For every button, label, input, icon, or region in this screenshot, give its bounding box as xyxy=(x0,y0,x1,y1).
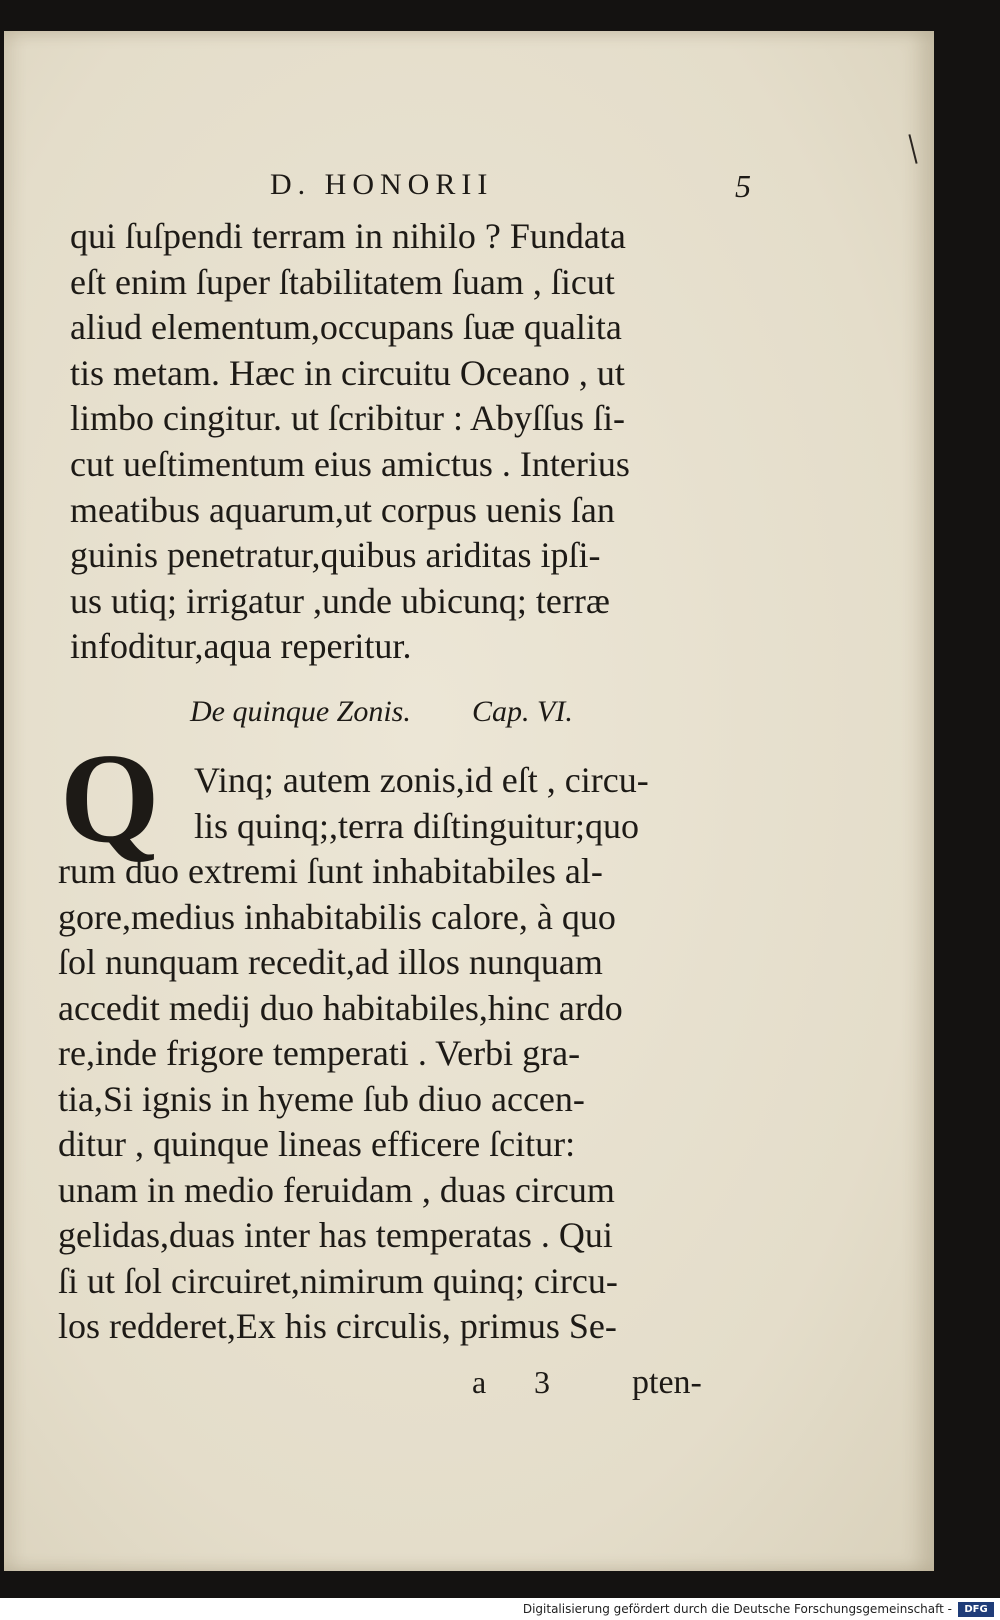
text-line: meatibus aquarum,ut corpus uenis ſan xyxy=(70,489,615,530)
text-line: Vinq; autem zonis,id eſt , circu- xyxy=(194,760,649,800)
catchword: pten- xyxy=(632,1364,702,1401)
signature-letter: a xyxy=(472,1364,487,1400)
running-head: D. HONORII xyxy=(270,168,494,201)
signature-number: 3 xyxy=(534,1364,550,1400)
text-line: ſol nunquam recedit,ad illos nunquam xyxy=(58,942,603,982)
text-line: gelidas,duas inter has temperatas . Qui xyxy=(58,1215,613,1255)
paragraph-2 xyxy=(58,758,758,1350)
text-line: qui ſuſpendi terram in nihilo ? Fundata xyxy=(70,216,626,256)
footer-text: Digitalisierung gefördert durch die Deutsche Forschungsgemeinschaft - xyxy=(522,1602,952,1616)
paragraph-1 xyxy=(70,214,760,670)
text-line: lis quinq;,terra diſtinguitur;quo xyxy=(194,805,639,846)
text-line: us utiq; irrigatur ,unde ubicunq; terræ xyxy=(70,580,610,621)
text-line: re,inde frigore temperati . Verbi gra- xyxy=(58,1033,581,1073)
text-line: tis metam. Hæc in circuitu Oceano , ut xyxy=(70,352,625,393)
dfg-logo: DFG xyxy=(958,1602,994,1617)
text-line: gore,medius inhabitabilis calore, à quo xyxy=(58,896,616,937)
text-line: tia,Si ignis in hyeme ſub diuo accen- xyxy=(58,1078,585,1119)
drop-cap: Q xyxy=(60,727,160,869)
text-line: cut ueſtimentum eius amictus . Interius xyxy=(70,443,630,484)
margin-mark xyxy=(908,134,917,164)
digitization-footer xyxy=(0,1598,1000,1620)
text-line: ditur , quinque lineas efficere ſcitur: xyxy=(58,1124,576,1164)
text-line: guinis penetratur,quibus ariditas ipſi- xyxy=(70,535,601,576)
chapter-number: Cap. VI. xyxy=(472,695,573,728)
text-line: rum duo extremi ſunt inhabitabiles al- xyxy=(58,851,603,891)
text-line: ſi ut ſol circuiret,nimirum quinq; circu- xyxy=(58,1260,618,1301)
chapter-title: De quinque Zonis. xyxy=(190,695,411,728)
text-line: aliud elementum,occupans ſuæ qualita xyxy=(70,307,622,348)
folio-number: 5 xyxy=(735,168,751,204)
text-line: eſt enim ſuper ſtabilitatem ſuam , ſicut xyxy=(70,261,615,302)
chapter-heading xyxy=(190,695,670,729)
text-line: los redderet,Ex his circulis, primus Se- xyxy=(58,1306,617,1346)
text-line: unam in medio feruidam , duas circum xyxy=(58,1169,615,1210)
text-line: limbo cingitur. ut ſcribitur : Abyſſus ſi- xyxy=(70,398,625,439)
text-line: infoditur,aqua reperitur. xyxy=(70,626,412,667)
text-line: accedit medij duo habitabiles,hinc ardo xyxy=(58,987,623,1028)
